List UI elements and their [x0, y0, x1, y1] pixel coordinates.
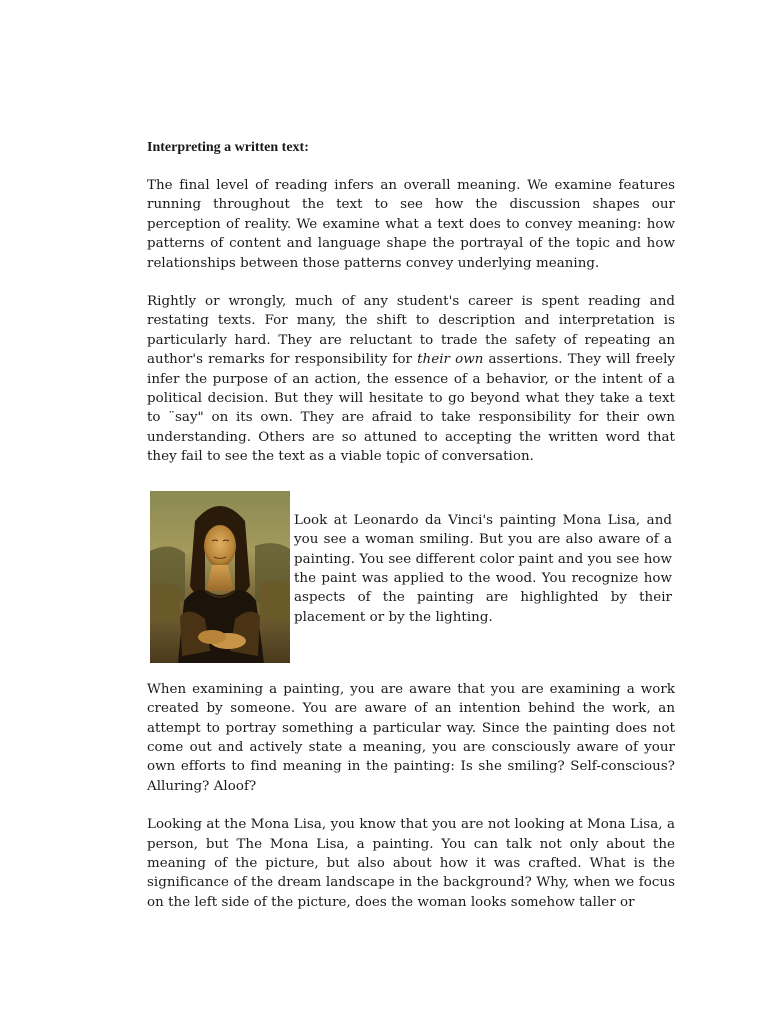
mona-lisa-painting: [150, 491, 290, 663]
figure-row: [147, 486, 675, 661]
paragraph-2: [147, 292, 675, 467]
paragraph-2-part-a: Rightly or wrongly, much of any student's career is spent reading and restating texts. For many, the shift to description and interpretation is particularly hard. They are reluctant to trade the safety of repeating an author's remarks for responsibility for: [147, 294, 675, 368]
figure-caption: Look at Leonardo da Vinci's painting Mona Lisa, and you see a woman smiling. But you are also aware of a painting. You see different color paint and you see how the paint was applied to the wood. You recognize how aspects of the painting are highlighted by their placement or by the lighting.: [294, 512, 672, 625]
paragraph-3: When examining a painting, you are aware that you are examining a work created by someone. You are aware of an intention behind the work, an attempt to portray something a particular way. Since the painting does not come out and actively state a meaning, you are consciously aware of your own efforts to find meaning in the painting: Is she smiling? Self-conscious? Alluring? Aloof?: [147, 681, 675, 794]
section-heading: Interpreting a written text:: [147, 140, 309, 155]
document-body: [147, 138, 675, 931]
paragraph-2-part-b: assertions. They will freely infer the purpose of an action, the essence of a behavior, or the intent of a political decision. But they will hesitate to go beyond what they take a text to ¨say" on its own. They are afraid to take responsibility for their own understanding. Others are so attuned to accepting the written word that they fail to see the text as a viable topic of conversation.: [147, 352, 676, 465]
figure-caption-block: [294, 511, 672, 627]
paragraph-4: Looking at the Mona Lisa, you know that you are not looking at Mona Lisa, a person, but The Mona Lisa, a painting. You can talk not only about the meaning of the picture, but also about how it was crafted. What is the significance of the dream landscape in the background? Why, when we focus on the left side of the picture, does the woman looks somehow taller or: [147, 817, 675, 910]
paragraph-1: The final level of reading infers an overall meaning. We examine features running throughout the text to see how the discussion shapes our perception of reality. We examine what a text does to convey meaning: how patterns of content and language shape the portrayal of the topic and how relationships between those patterns convey underlying meaning.: [147, 178, 675, 271]
paragraph-2-emphasis: their own: [417, 352, 484, 368]
